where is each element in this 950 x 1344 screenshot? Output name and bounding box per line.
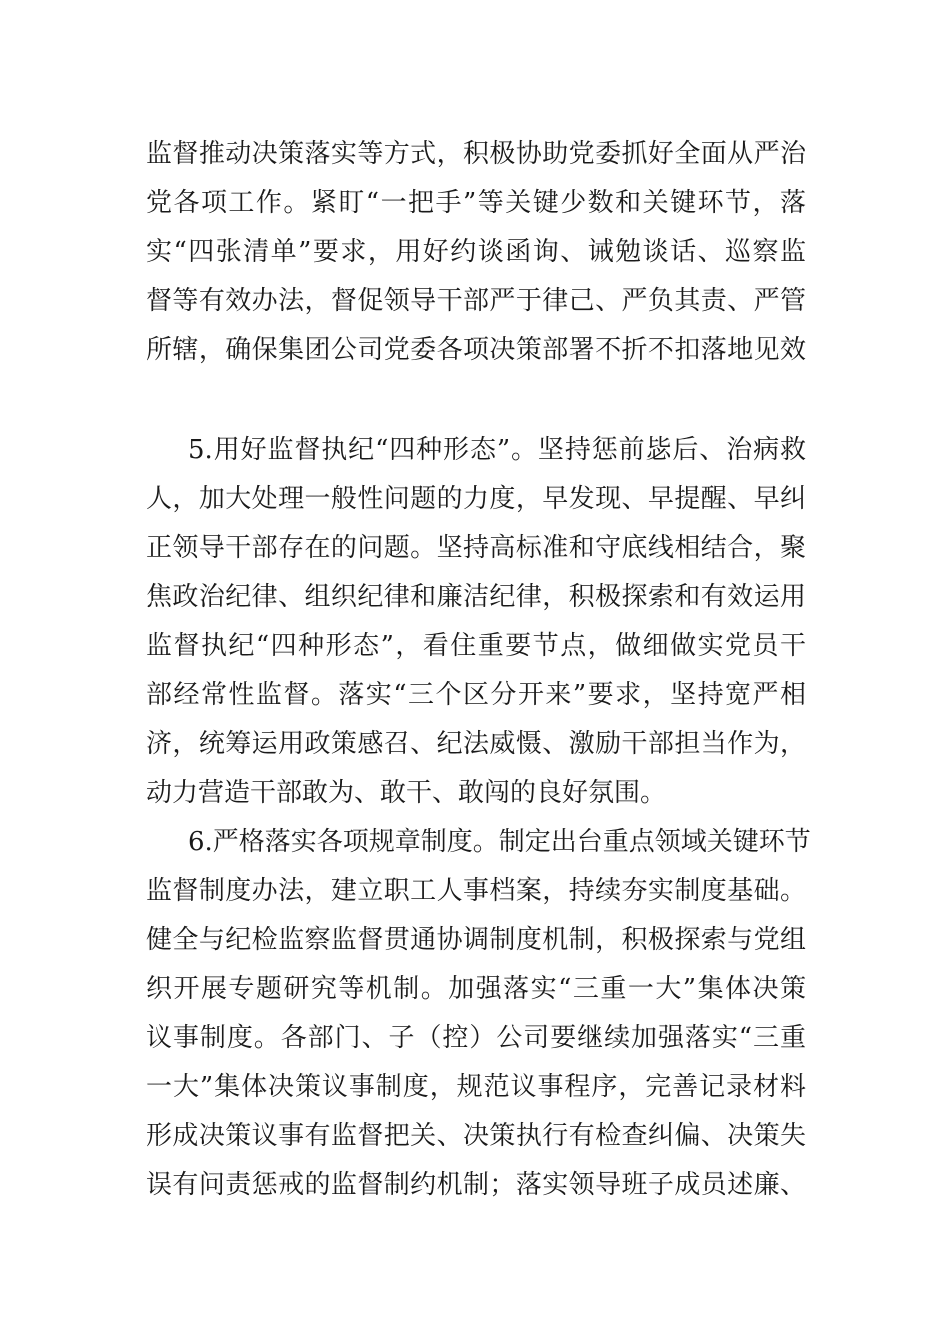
text-line: 部经常性监督。落实“三个区分开来”要求，坚持宽严相 bbox=[146, 680, 806, 710]
paragraph-5-heading-line: 5.用好监督执纪“四种形态”。坚持惩前毖后、治病救 bbox=[188, 435, 806, 465]
text-line: 议事制度。各部门、子（控）公司要继续加强落实“三重 bbox=[146, 1023, 806, 1053]
text-line: 实“四张清单”要求，用好约谈函询、诫勉谈话、巡察监 bbox=[146, 237, 806, 267]
text-line: 人，加大处理一般性问题的力度，早发现、早提醒、早纠 bbox=[146, 484, 806, 514]
paragraph-6-heading-line: 6.严格落实各项规章制度。制定出台重点领域关键环节 bbox=[188, 827, 811, 857]
text-line: 织开展专题研究等机制。加强落实“三重一大”集体决策 bbox=[146, 974, 806, 1004]
text-line: 所辖，确保集团公司党委各项决策部署不折不扣落地见效 bbox=[146, 335, 806, 365]
text-line: 动力营造干部敢为、敢干、敢闯的良好氛围。 bbox=[146, 778, 667, 808]
text-line: 党各项工作。紧盯“一把手”等关键少数和关键环节，落 bbox=[146, 188, 806, 218]
text-line: 焦政治纪律、组织纪律和廉洁纪律，积极探索和有效运用 bbox=[146, 582, 806, 612]
text-line: 济，统筹运用政策感召、纪法威慑、激励干部担当作为， bbox=[146, 729, 806, 759]
text-line: 监督执纪“四种形态”，看住重要节点，做细做实党员干 bbox=[146, 631, 806, 661]
text-line: 健全与纪检监察监督贯通协调制度机制，积极探索与党组 bbox=[146, 925, 806, 955]
text-line: 正领导干部存在的问题。坚持高标准和守底线相结合，聚 bbox=[146, 533, 806, 563]
text-line: 一大”集体决策议事制度，规范议事程序，完善记录材料 bbox=[146, 1072, 806, 1102]
text-line: 形成决策议事有监督把关、决策执行有检查纠偏、决策失 bbox=[146, 1121, 806, 1151]
text-line: 误有问责惩戒的监督制约机制；落实领导班子成员述廉、 bbox=[146, 1170, 806, 1200]
text-line: 督等有效办法，督促领导干部严于律己、严负其责、严管 bbox=[146, 286, 806, 316]
text-line: 监督制度办法，建立职工人事档案，持续夯实制度基础。 bbox=[146, 876, 806, 906]
text-line: 监督推动决策落实等方式，积极协助党委抓好全面从严治 bbox=[146, 139, 806, 169]
